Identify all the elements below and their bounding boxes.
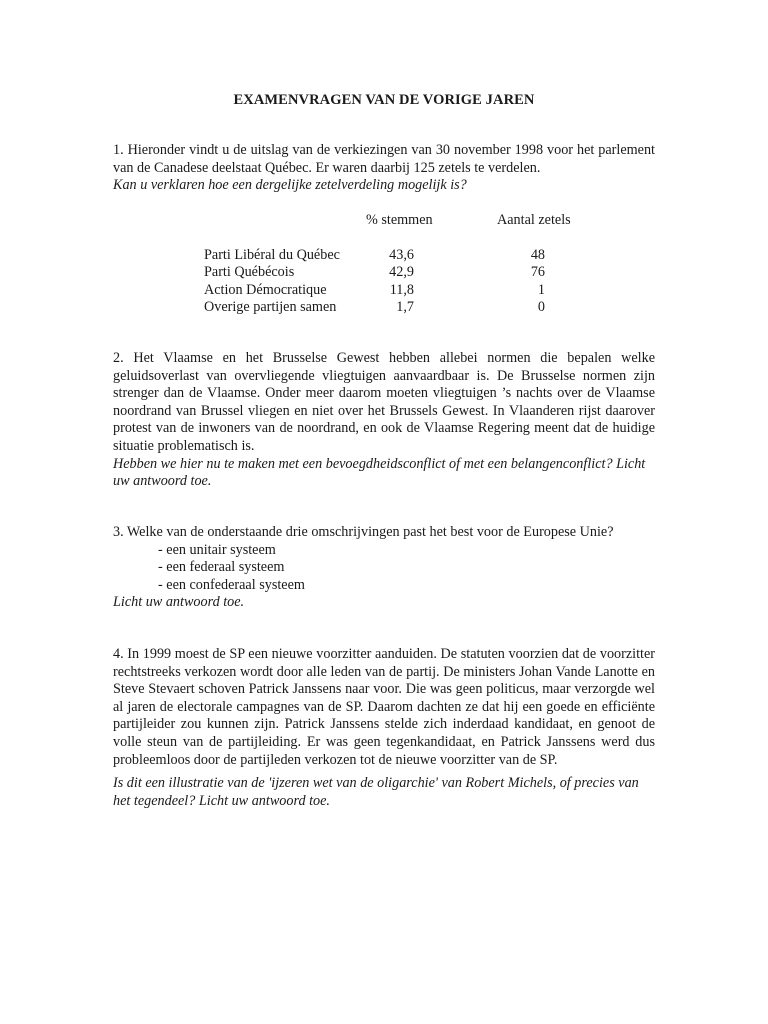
question-3-prompt: Licht uw antwoord toe. (113, 594, 245, 611)
header-percent-votes: % stemmen (366, 212, 433, 228)
question-2 (113, 350, 655, 491)
seat-count: 0 (537, 299, 545, 315)
vote-percent: 11,8 (389, 282, 414, 298)
table-row (204, 282, 604, 300)
option-confederaal: - een confederaal systeem (158, 576, 305, 593)
party-name: Parti Québécois (204, 264, 295, 280)
header-seats: Aantal zetels (497, 212, 571, 228)
party-name: Action Démocratique (204, 282, 327, 298)
party-name: Overige partijen samen (204, 299, 337, 315)
vote-percent: 43,6 (389, 247, 414, 263)
vote-percent: 1,7 (396, 299, 414, 315)
question-1 (113, 142, 655, 195)
table-row (204, 247, 604, 265)
seat-count: 76 (530, 264, 545, 280)
table-row (204, 299, 604, 317)
party-name: Parti Libéral du Québec (204, 247, 340, 263)
question-2-prompt: Hebben we hier nu te maken met een bevoegdheidsconflict of met een belangenconflict? Licht uw antwoord toe. (113, 455, 646, 490)
question-3 (113, 524, 655, 612)
question-2-text: 2. Het Vlaamse en het Brusselse Gewest hebben allebei normen die bepalen welke geluidsoverlast van overvliegende vliegtuigen aanvaardbaar is. De Brusselse normen zijn strenger dan de Vlaamse. Onder meer daarom moeten vliegtuigen ’s nachts over de Vlaamse noordrand van Brussel vliegen en niet over het Brussels Gewest. In Vlaanderen rijst daarover protest van de inwoners van de noordrand, en ook de Vlaamse Regering meent dat de huidige situatie problematisch is. (113, 350, 655, 454)
question-4-prompt: Is dit een illustratie van de 'ijzeren wet van de oligarchie' van Robert Michels, of precies van het tegendeel? Licht uw antwoord toe. (113, 775, 639, 809)
question-3-text: 3. Welke van de onderstaande drie omschrijvingen past het best voor de Europese Unie? (113, 524, 614, 540)
table-row (204, 264, 604, 282)
page-title: EXAMENVRAGEN VAN DE VORIGE JAREN (233, 92, 535, 108)
option-federaal: - een federaal systeem (158, 559, 285, 576)
seat-count: 48 (530, 247, 545, 263)
question-4 (113, 646, 655, 810)
question-1-prompt: Kan u verklaren hoe een dergelijke zetelverdeling mogelijk is? (113, 177, 467, 194)
question-1-text: 1. Hieronder vindt u de uitslag van de verkiezingen van 30 november 1998 voor het parlement van de Canadese deelstaat Québec. Er waren daarbij 125 zetels te verdelen. (113, 142, 655, 176)
option-unitair: - een unitair systeem (158, 541, 276, 558)
vote-percent: 42,9 (389, 264, 414, 280)
question-4-text: 4. In 1999 moest de SP een nieuwe voorzitter aanduiden. De statuten voorzien dat de voorzitter rechtstreeks verkozen wordt door alle leden van de partij. De ministers Johan Vande Lanotte en Steve Stevaert schoven Patrick Janssens naar voor. Die was geen politicus, maar verzorgde wel al jaren de electorale campagnes van de SP. Daarom dachten ze dat hij een goede en efficiënte partijleider zou kunnen zijn. Patrick Janssens stelde zich inderdaad kandidaat, en genoot de volle steun van de partijleiding. Er was geen tegenkandidaat, en Patrick Janssens werd dus probleemloos door de partijleden verkozen tot de nieuwe voorzitter van de SP. (113, 646, 655, 768)
seat-count: 1 (537, 282, 545, 298)
